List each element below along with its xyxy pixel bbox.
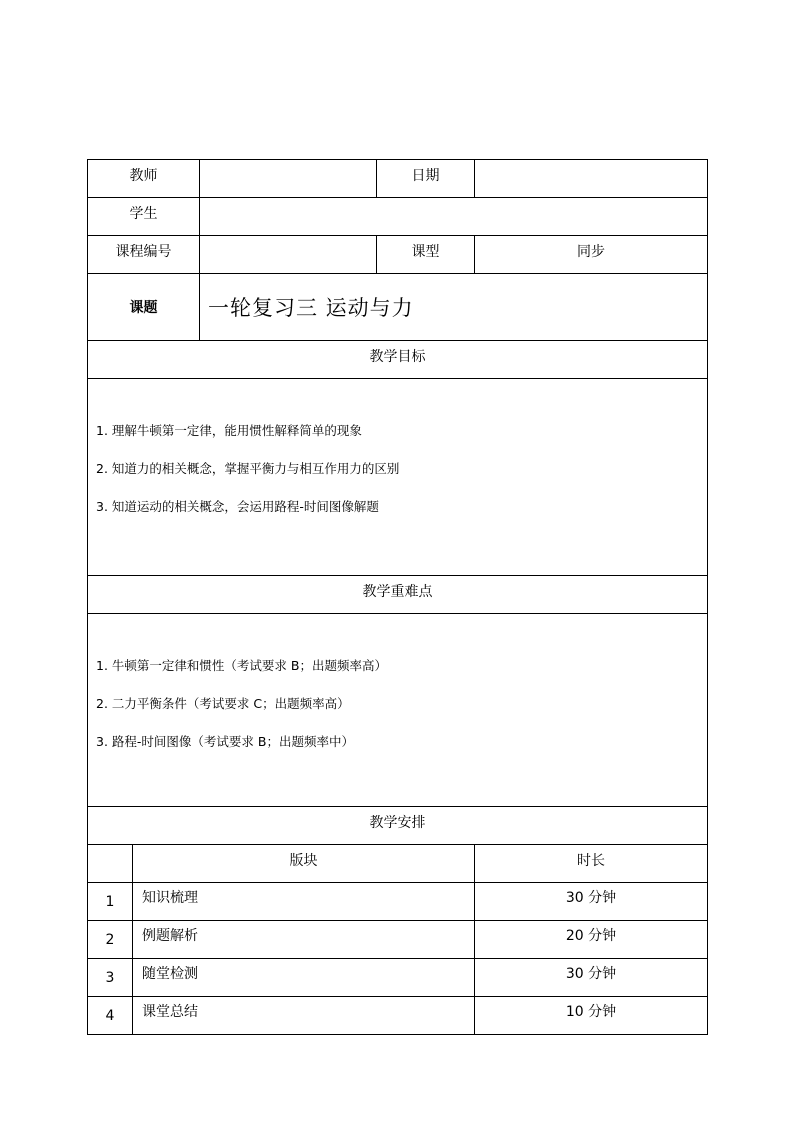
goals-title: 教学目标 bbox=[88, 341, 708, 379]
goals-body-row bbox=[88, 379, 708, 576]
key-points-header-row bbox=[88, 576, 708, 614]
row-block: 知识梳理 bbox=[133, 883, 475, 921]
table-row bbox=[88, 883, 708, 921]
student-value bbox=[200, 198, 708, 236]
schedule-columns-row bbox=[88, 845, 708, 883]
teacher-label: 教师 bbox=[88, 160, 200, 198]
lesson-plan-form bbox=[87, 159, 707, 1035]
goals-header-row bbox=[88, 341, 708, 379]
course-type-label: 课型 bbox=[377, 236, 475, 274]
student-row bbox=[88, 198, 708, 236]
lesson-plan-table bbox=[87, 159, 708, 1035]
schedule-no-header bbox=[88, 845, 133, 883]
key-point-item: 2. 二力平衡条件（考试要求 C；出题频率高） bbox=[96, 696, 350, 711]
topic-row bbox=[88, 274, 708, 341]
teacher-row bbox=[88, 160, 708, 198]
row-number: 3 bbox=[88, 959, 133, 997]
topic-value: 一轮复习三 运动与力 bbox=[200, 274, 708, 341]
course-no-value bbox=[200, 236, 377, 274]
goal-item: 2. 知道力的相关概念，掌握平衡力与相互作用力的区别 bbox=[96, 461, 400, 476]
schedule-duration-header: 时长 bbox=[475, 845, 708, 883]
schedule-header-row bbox=[88, 807, 708, 845]
key-points-title: 教学重难点 bbox=[88, 576, 708, 614]
course-no-label: 课程编号 bbox=[88, 236, 200, 274]
course-row bbox=[88, 236, 708, 274]
row-block: 随堂检测 bbox=[133, 959, 475, 997]
topic-label: 课题 bbox=[88, 274, 200, 341]
goal-item: 3. 知道运动的相关概念，会运用路程-时间图像解题 bbox=[96, 499, 379, 514]
goals-list bbox=[88, 379, 708, 576]
row-block: 课堂总结 bbox=[133, 997, 475, 1035]
table-row bbox=[88, 997, 708, 1035]
schedule-title: 教学安排 bbox=[88, 807, 708, 845]
date-value bbox=[475, 160, 708, 198]
key-points-body-row bbox=[88, 614, 708, 807]
key-point-item: 3. 路程-时间图像（考试要求 B；出题频率中） bbox=[96, 734, 354, 749]
table-row bbox=[88, 921, 708, 959]
key-points-list bbox=[88, 614, 708, 807]
key-point-item: 1. 牛顿第一定律和惯性（考试要求 B；出题频率高） bbox=[96, 658, 387, 673]
schedule-block-header: 版块 bbox=[133, 845, 475, 883]
student-label: 学生 bbox=[88, 198, 200, 236]
row-block: 例题解析 bbox=[133, 921, 475, 959]
row-duration: 30 分钟 bbox=[475, 883, 708, 921]
table-row bbox=[88, 959, 708, 997]
row-number: 1 bbox=[88, 883, 133, 921]
row-duration: 10 分钟 bbox=[475, 997, 708, 1035]
date-label: 日期 bbox=[377, 160, 475, 198]
teacher-value bbox=[200, 160, 377, 198]
row-number: 4 bbox=[88, 997, 133, 1035]
row-number: 2 bbox=[88, 921, 133, 959]
course-type-value: 同步 bbox=[475, 236, 708, 274]
row-duration: 30 分钟 bbox=[475, 959, 708, 997]
goal-item: 1. 理解牛顿第一定律，能用惯性解释简单的现象 bbox=[96, 423, 362, 438]
row-duration: 20 分钟 bbox=[475, 921, 708, 959]
